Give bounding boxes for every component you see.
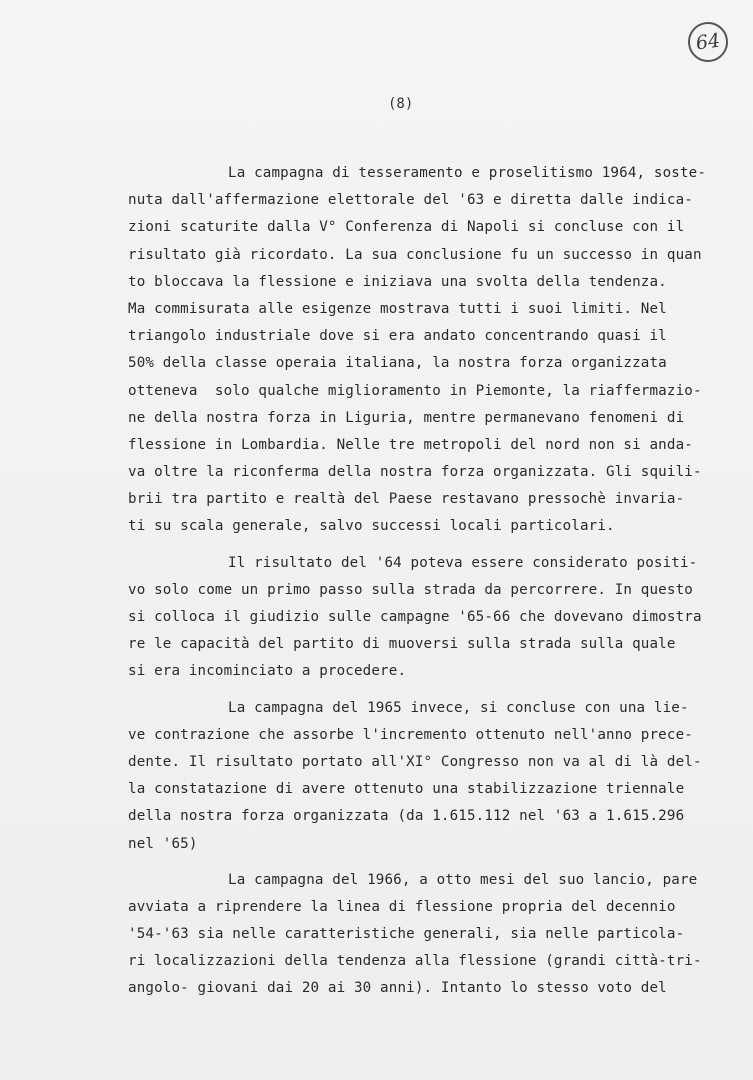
text-line: ti su scala generale, salvo successi locali particolari.	[128, 518, 615, 535]
text-line: Il risultato del '64 poteva essere considerato positi-	[228, 554, 698, 571]
text-line: si era incominciato a procedere.	[128, 663, 407, 680]
paragraph	[128, 160, 728, 541]
text-line: triangolo industriale dove si era andato concentrando quasi il	[128, 328, 667, 345]
text-line: otteneva solo qualche miglioramento in Piemonte, la riaffermazio-	[128, 382, 702, 399]
page-stamp: 64	[685, 19, 730, 64]
text-line: La campagna del 1965 invece, si concluse con una lie-	[228, 699, 689, 716]
paragraph	[128, 550, 728, 686]
text-line: ri localizzazioni della tendenza alla flessione (grandi città-tri-	[128, 953, 702, 970]
text-line: La campagna di tesseramento e proselitismo 1964, soste-	[228, 165, 707, 181]
text-line: to bloccava la flessione e iniziava una svolta della tendenza.	[128, 273, 667, 290]
text-line: 50% della classe operaia italiana, la nostra forza organizzata	[128, 355, 667, 372]
text-line: risultato già ricordato. La sua conclusione fu un successo in quan	[128, 246, 702, 263]
text-line: nuta dall'affermazione elettorale del '63 e diretta dalle indica-	[128, 192, 693, 209]
text-line: zioni scaturite dalla V° Conferenza di Napoli si concluse con il	[128, 219, 685, 236]
text-line: nel '65)	[128, 835, 198, 852]
text-line: della nostra forza organizzata (da 1.615.112 nel '63 a 1.615.296	[128, 808, 685, 825]
text-line: dente. Il risultato portato all'XI° Congresso non va al di là del-	[128, 753, 702, 770]
text-line: avviata a riprendere la linea di flessione propria del decennio	[128, 898, 676, 915]
text-line: angolo- giovani dai 20 ai 30 anni). Intanto lo stesso voto del	[128, 980, 667, 997]
page-number: (8)	[388, 96, 414, 112]
text-line: '54-'63 sia nelle caratteristiche generali, sia nelle particola-	[128, 926, 685, 943]
paragraph-gap	[128, 686, 728, 695]
document-body	[128, 160, 728, 1003]
text-line: ne della nostra forza in Liguria, mentre permanevano fenomeni di	[128, 409, 685, 426]
text-line: La campagna del 1966, a otto mesi del suo lancio, pare	[228, 871, 698, 888]
paragraph	[128, 867, 728, 1003]
text-line: vo solo come un primo passo sulla strada da percorrere. In questo	[128, 581, 693, 598]
text-line: flessione in Lombardia. Nelle tre metropoli del nord non si anda-	[128, 436, 693, 453]
text-line: Ma commisurata alle esigenze mostrava tutti i suoi limiti. Nel	[128, 300, 667, 317]
text-line: brii tra partito e realtà del Paese restavano pressochè invaria-	[128, 491, 685, 508]
text-line: si colloca il giudizio sulle campagne '65-66 che dovevano dimostra	[128, 609, 702, 625]
text-line: va oltre la riconferma della nostra forza organizzata. Gli squili-	[128, 464, 702, 481]
text-line: la constatazione di avere ottenuto una stabilizzazione triennale	[128, 781, 685, 798]
paragraph	[128, 695, 728, 858]
text-line: re le capacità del partito di muoversi sulla strada sulla quale	[128, 636, 676, 653]
paragraph-gap	[128, 858, 728, 867]
text-line: ve contrazione che assorbe l'incremento ottenuto nell'anno prece-	[128, 726, 693, 743]
paragraph-gap	[128, 541, 728, 550]
